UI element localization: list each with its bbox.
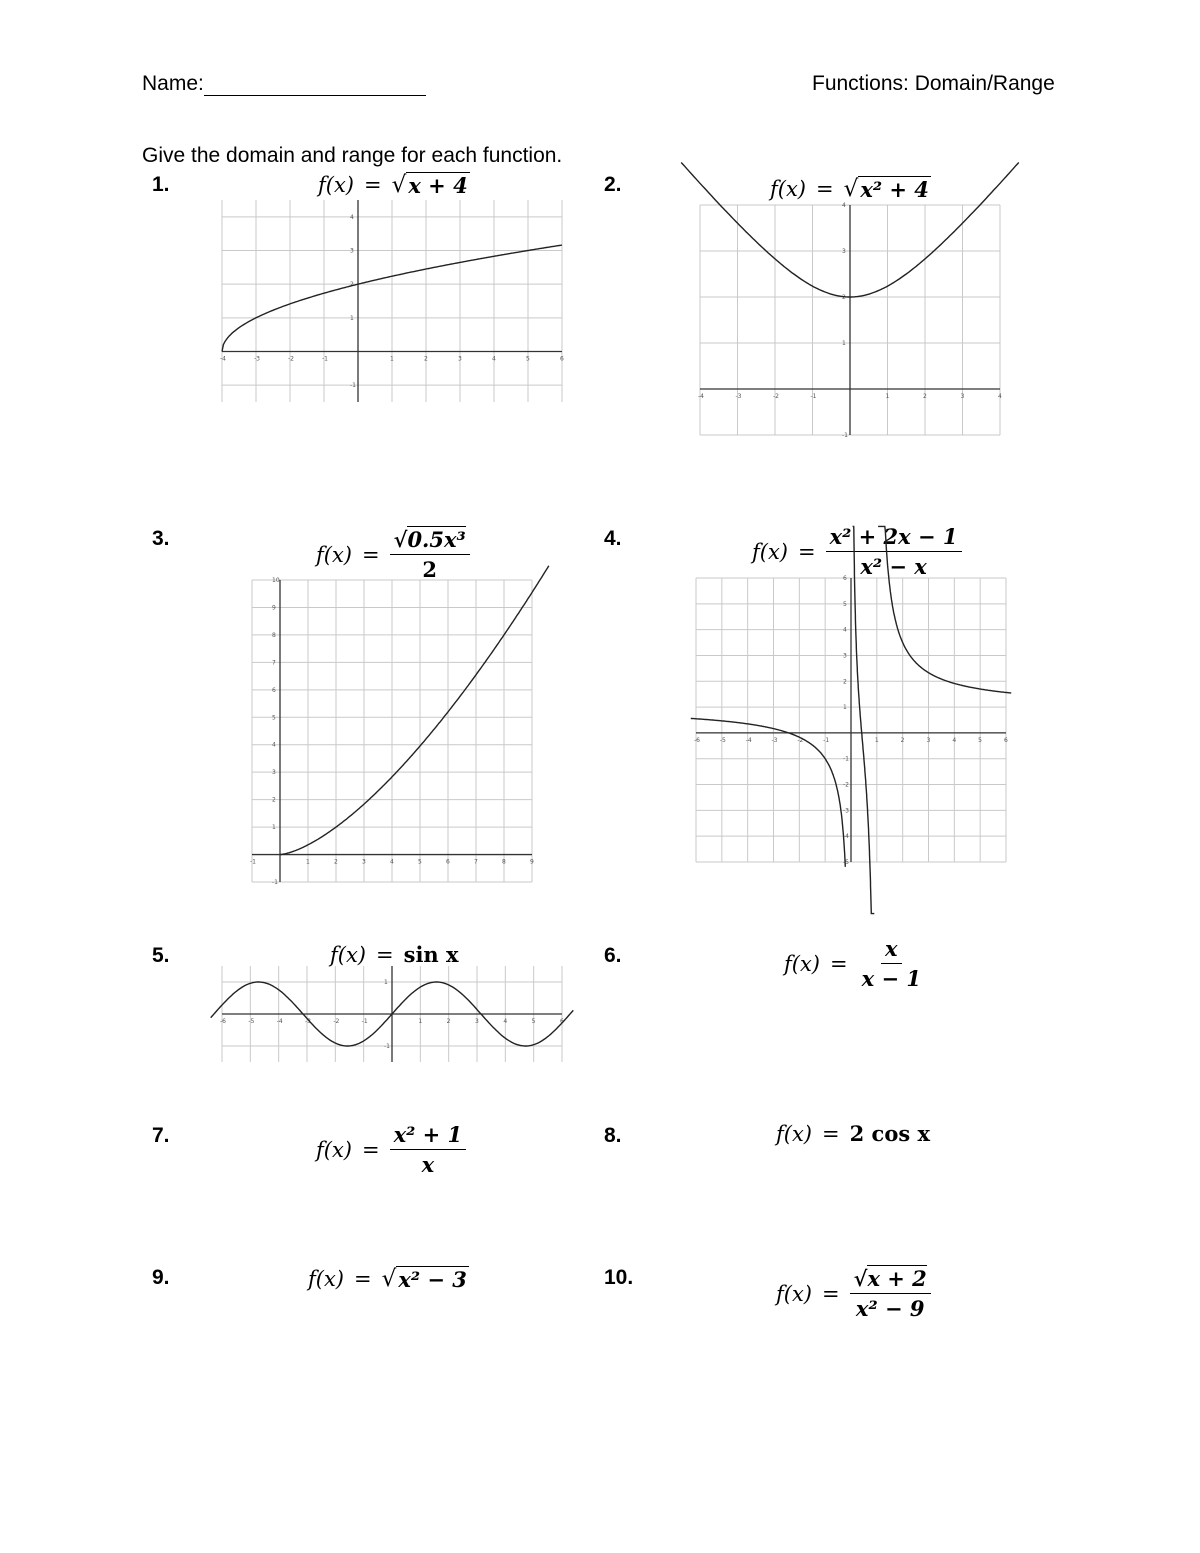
- y-tick-label: -1: [842, 432, 848, 439]
- graph-1: [222, 200, 562, 402]
- y-tick-label: 1: [843, 704, 847, 712]
- y-tick-label: 3: [842, 248, 846, 255]
- fraction: [858, 936, 925, 991]
- y-tick-label: 5: [272, 714, 276, 722]
- graph-2: [698, 202, 1002, 439]
- y-tick-label: 6: [272, 686, 276, 694]
- x-tick-label: -2: [333, 1018, 340, 1025]
- problem-7-formula: [316, 1122, 466, 1177]
- x-tick-label: 2: [424, 355, 428, 363]
- x-tick-label: 6: [446, 858, 450, 866]
- x-tick-label: -4: [220, 355, 226, 363]
- problem-9-formula: [308, 1266, 469, 1292]
- y-tick-label: 4: [350, 213, 354, 221]
- x-tick-label: -5: [719, 736, 726, 744]
- y-tick-label: 2: [842, 294, 846, 301]
- y-tick-label: 1: [842, 340, 846, 347]
- x-tick-label: 2: [900, 736, 905, 744]
- y-tick-label: 4: [842, 202, 846, 209]
- problem-2-number: 2.: [604, 173, 622, 196]
- y-tick-label: 1: [384, 979, 388, 986]
- graph-4: [694, 575, 1008, 866]
- x-tick-label: 7: [474, 858, 478, 866]
- radical-sign: √: [393, 527, 408, 552]
- x-tick-label: 3: [926, 736, 931, 744]
- numerator: x: [881, 936, 902, 964]
- x-tick-label: 1: [306, 858, 310, 866]
- y-tick-label: -2: [843, 781, 849, 789]
- problem-6-number: 6.: [604, 944, 622, 967]
- x-tick-label: 8: [502, 858, 506, 866]
- graph-3: [250, 577, 534, 886]
- y-tick-label: 3: [350, 247, 354, 255]
- problem-9-number: 9.: [152, 1266, 170, 1289]
- problem-7-number: 7.: [152, 1124, 170, 1147]
- x-tick-label: 3: [458, 355, 462, 363]
- x-tick-label: -2: [773, 393, 779, 400]
- x-tick-label: -1: [250, 858, 256, 866]
- x-tick-label: 1: [885, 393, 890, 400]
- function-lhs: f(x): [776, 1121, 813, 1146]
- x-tick-label: 4: [492, 355, 496, 363]
- problem-3-formula: [316, 527, 470, 582]
- equals-sign: =: [376, 942, 394, 967]
- x-tick-label: 2: [923, 393, 927, 400]
- x-tick-label: 1: [874, 736, 879, 744]
- x-tick-label: 3: [362, 858, 366, 866]
- x-tick-label: -6: [694, 736, 700, 744]
- x-tick-label: -1: [810, 393, 817, 400]
- radical-sign: √: [391, 172, 407, 198]
- y-tick-label: -5: [843, 859, 849, 866]
- x-tick-label: 6: [1004, 736, 1008, 744]
- function-lhs: f(x): [308, 1267, 345, 1291]
- function-lhs: f(x): [318, 173, 355, 197]
- denominator: 2: [422, 557, 437, 582]
- instructions: Give the domain and range for each function.: [142, 144, 563, 167]
- y-tick-label: 9: [272, 604, 276, 612]
- radical-sign: √: [853, 1266, 868, 1291]
- equals-sign: =: [816, 177, 834, 201]
- x-tick-label: -3: [305, 1018, 311, 1025]
- x-tick-label: -3: [254, 355, 260, 363]
- name-label: Name:: [142, 72, 204, 95]
- x-tick-label: 2: [446, 1018, 451, 1025]
- denominator: x − 1: [861, 966, 921, 991]
- y-tick-label: 10: [272, 577, 280, 584]
- graph-5: [222, 966, 562, 1062]
- radicand: x + 4: [408, 173, 468, 198]
- equals-sign: =: [354, 1267, 372, 1291]
- function-lhs: f(x): [776, 1281, 813, 1306]
- x-tick-label: 3: [960, 393, 965, 400]
- function-lhs: f(x): [330, 942, 367, 967]
- equals-sign: =: [362, 1137, 380, 1162]
- x-tick-label: -4: [698, 393, 704, 400]
- y-tick-label: 8: [272, 631, 276, 639]
- x-tick-label: -1: [322, 355, 328, 363]
- problem-2-formula: [770, 176, 931, 202]
- y-tick-label: -4: [843, 833, 849, 841]
- x-tick-label: 4: [503, 1018, 508, 1025]
- x-tick-label: -6: [220, 1018, 226, 1025]
- function-curve: [853, 526, 875, 913]
- x-tick-label: -2: [797, 736, 804, 744]
- problem-4-number: 4.: [604, 527, 622, 550]
- y-tick-label: 6: [843, 575, 847, 582]
- x-tick-label: 9: [530, 858, 534, 866]
- equals-sign: =: [822, 1281, 840, 1306]
- function-rhs: 2 cos x: [849, 1121, 930, 1146]
- y-tick-label: 2: [350, 281, 354, 289]
- function-lhs: f(x): [316, 1137, 353, 1162]
- y-tick-label: -1: [272, 879, 278, 886]
- x-tick-label: 5: [526, 355, 530, 363]
- x-tick-label: 5: [531, 1018, 536, 1025]
- equals-sign: =: [798, 539, 816, 564]
- name-blank-line[interactable]: [204, 75, 426, 96]
- numerator: [390, 527, 470, 555]
- worksheet-title: Functions: Domain/Range: [812, 72, 1055, 95]
- y-tick-label: 4: [843, 626, 847, 634]
- function-lhs: f(x): [770, 177, 807, 201]
- fraction: [850, 1266, 931, 1321]
- fraction: [826, 524, 962, 579]
- equals-sign: =: [822, 1121, 840, 1146]
- y-tick-label: 1: [272, 824, 276, 832]
- problem-1-formula: [318, 172, 470, 198]
- x-tick-label: 5: [418, 858, 422, 866]
- numerator-radicand: x + 2: [867, 1266, 927, 1291]
- problem-8-number: 8.: [604, 1124, 622, 1147]
- function-lhs: f(x): [784, 951, 821, 976]
- problem-3-number: 3.: [152, 527, 170, 550]
- x-tick-label: -2: [288, 355, 294, 363]
- x-tick-label: 3: [475, 1018, 479, 1025]
- problem-1-number: 1.: [152, 173, 170, 196]
- radical-expression: [392, 172, 470, 198]
- radical-sign: √: [381, 1266, 397, 1292]
- problem-5-number: 5.: [152, 944, 170, 967]
- denominator: x: [421, 1152, 435, 1177]
- x-tick-label: 6: [560, 1018, 564, 1025]
- numerator: x² + 2x − 1: [826, 524, 962, 552]
- function-lhs: f(x): [752, 539, 789, 564]
- numerator-radicand: 0.5x³: [407, 527, 466, 552]
- y-tick-label: 4: [272, 741, 276, 749]
- radical-expression: [382, 1266, 469, 1292]
- y-tick-label: -1: [384, 1043, 390, 1050]
- y-tick-label: -1: [350, 382, 356, 390]
- problem-5-formula: [330, 942, 459, 967]
- y-tick-label: -1: [843, 755, 849, 763]
- y-tick-label: 5: [843, 600, 847, 608]
- y-tick-label: 3: [272, 769, 276, 777]
- numerator: [850, 1266, 931, 1294]
- x-tick-label: -1: [361, 1018, 368, 1025]
- x-tick-label: -4: [745, 736, 752, 744]
- y-tick-label: 2: [272, 796, 276, 804]
- y-tick-label: 2: [843, 678, 847, 686]
- x-tick-label: 6: [560, 355, 564, 363]
- problem-4-formula: [752, 524, 962, 579]
- x-tick-label: -3: [735, 393, 742, 400]
- x-tick-label: -4: [276, 1018, 283, 1025]
- denominator: x² − 9: [855, 1296, 925, 1321]
- numerator: x² + 1: [390, 1122, 467, 1150]
- y-tick-label: 7: [272, 659, 276, 667]
- fraction: [390, 1122, 467, 1177]
- radical-expression: [844, 176, 931, 202]
- problem-10-number: 10.: [604, 1266, 634, 1289]
- radical-sign: √: [843, 176, 859, 202]
- x-tick-label: 4: [998, 393, 1002, 400]
- problem-10-formula: [776, 1266, 931, 1321]
- y-tick-label: 1: [350, 314, 354, 322]
- x-tick-label: -5: [248, 1018, 255, 1025]
- equals-sign: =: [362, 542, 380, 567]
- x-tick-label: -3: [771, 736, 778, 744]
- equals-sign: =: [830, 951, 848, 976]
- function-curve: [691, 718, 846, 866]
- x-tick-label: 4: [390, 858, 394, 866]
- fraction: [390, 527, 470, 582]
- denominator: x² − x: [860, 554, 927, 579]
- y-tick-label: -3: [843, 807, 849, 815]
- x-tick-label: 1: [418, 1018, 423, 1025]
- x-tick-label: 5: [978, 736, 982, 744]
- problem-8-formula: [776, 1121, 930, 1146]
- radicand: x² − 3: [398, 1267, 467, 1292]
- equals-sign: =: [364, 173, 382, 197]
- name-field[interactable]: [142, 72, 426, 96]
- y-tick-label: 3: [843, 652, 847, 660]
- function-rhs: sin x: [403, 942, 459, 967]
- x-tick-label: 4: [952, 736, 957, 744]
- x-tick-label: 2: [334, 858, 338, 866]
- x-tick-label: 1: [390, 355, 394, 363]
- function-curve: [280, 566, 549, 855]
- function-lhs: f(x): [316, 542, 353, 567]
- x-tick-label: -1: [823, 736, 830, 744]
- radicand: x² + 4: [860, 177, 929, 202]
- problem-6-formula: [784, 936, 925, 991]
